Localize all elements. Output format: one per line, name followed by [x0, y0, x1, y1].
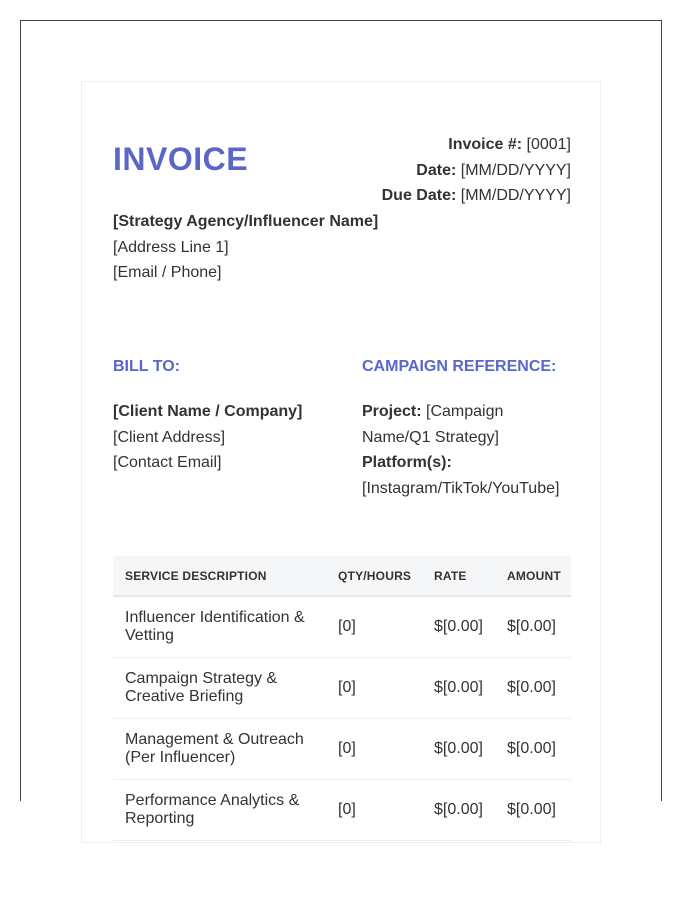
bill-to-heading: BILL TO:	[113, 358, 180, 375]
invoice-meta	[382, 132, 571, 209]
header-rate: RATE	[422, 556, 495, 596]
invoice-due-label: Due Date:	[381, 187, 457, 204]
invoice-due-value: [MM/DD/YYYY]	[460, 187, 571, 204]
client-name: [Client Name / Company]	[113, 403, 303, 420]
header-qty: QTY/HOURS	[326, 556, 422, 596]
row-qty: [0]	[326, 596, 422, 658]
row-amount: $[0.00]	[495, 596, 571, 658]
invoice-page	[81, 81, 601, 843]
row-description: Campaign Strategy & Creative Briefing	[113, 658, 326, 719]
bill-to-block	[113, 399, 302, 476]
row-amount: $[0.00]	[495, 658, 571, 719]
row-rate: $[0.00]	[422, 719, 495, 780]
table-header-row	[113, 556, 571, 596]
client-address: [Client Address]	[113, 428, 226, 446]
invoice-date-value: [MM/DD/YYYY]	[460, 161, 571, 179]
table-row	[113, 596, 571, 658]
row-rate: $[0.00]	[422, 658, 495, 719]
client-email: [Contact Email]	[113, 454, 222, 471]
row-description: Management & Outreach (Per Influencer)	[113, 719, 326, 780]
project-label: Project:	[362, 403, 422, 420]
row-qty: [0]	[326, 658, 422, 719]
platform-label: Platform(s):	[362, 454, 452, 471]
row-amount: $[0.00]	[495, 719, 571, 780]
invoice-number-label: Invoice #:	[448, 136, 523, 153]
invoice-title: INVOICE	[113, 141, 249, 177]
sender-contact: [Email / Phone]	[113, 264, 222, 281]
project-value: [Campaign Name/Q1 Strategy]	[362, 403, 504, 446]
campaign-block	[362, 399, 572, 501]
sender-block	[113, 209, 378, 286]
invoice-due-line	[382, 183, 571, 209]
document-frame	[20, 20, 662, 827]
table-row	[113, 780, 571, 841]
table-row	[113, 658, 571, 719]
invoice-date-label: Date:	[416, 161, 457, 179]
sender-address: [Address Line 1]	[113, 238, 229, 256]
campaign-platform-line	[362, 450, 572, 501]
row-rate: $[0.00]	[422, 596, 495, 658]
invoice-date-line	[382, 158, 571, 184]
invoice-number-line	[382, 132, 571, 158]
row-description: Performance Analytics & Reporting	[113, 780, 326, 841]
table-row	[113, 719, 571, 780]
campaign-heading: CAMPAIGN REFERENCE:	[362, 358, 557, 375]
row-qty: [0]	[326, 780, 422, 841]
platform-value: [Instagram/TikTok/YouTube]	[362, 479, 560, 497]
row-description: Influencer Identification & Vetting	[113, 596, 326, 658]
invoice-number-value: [0001]	[526, 136, 571, 153]
services-table	[113, 556, 571, 841]
row-rate: $[0.00]	[422, 780, 495, 841]
campaign-project-line	[362, 399, 572, 450]
row-qty: [0]	[326, 719, 422, 780]
sender-name: [Strategy Agency/Influencer Name]	[113, 213, 379, 230]
header-amount: AMOUNT	[495, 556, 571, 596]
row-amount: $[0.00]	[495, 780, 571, 841]
header-description: SERVICE DESCRIPTION	[113, 556, 326, 596]
